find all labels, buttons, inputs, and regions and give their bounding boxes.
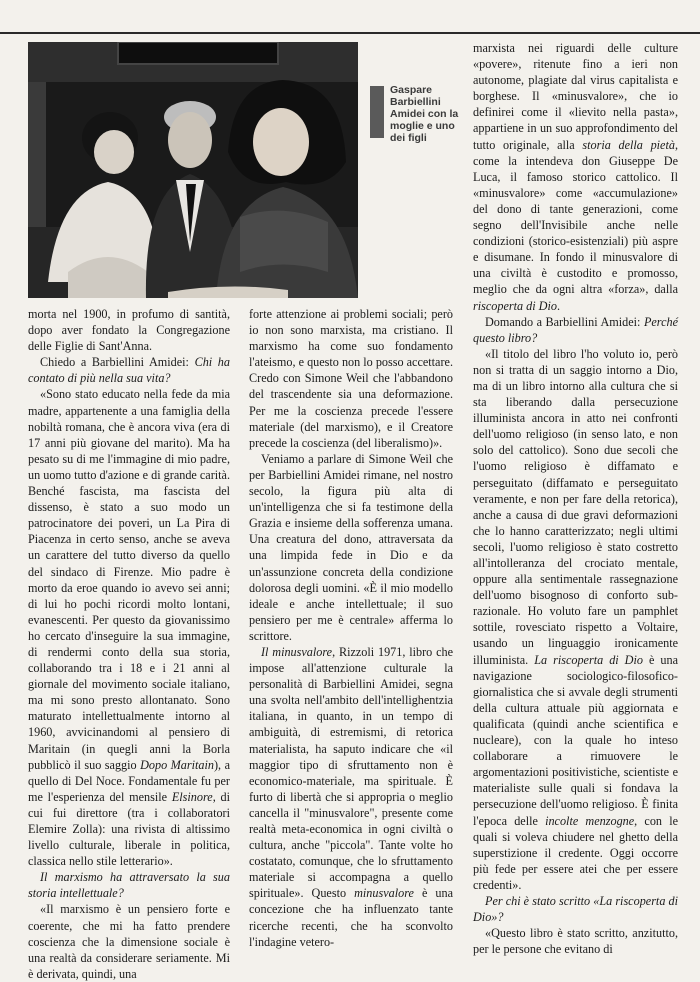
question: Il marxismo ha attraversato la sua storia intellettuale? [28,870,230,901]
family-photo-image [28,42,358,298]
paragraph: «Il titolo del libro l'ho voluto io, però non si tratta di un saggio intorno a Dio, ma di un libro intorno alla cultura che si sta liberando dalla persecuzione illuminista ancora in atto nei confronti dell'uomo religioso (in senso lato, e non solo del cattolico). Sono due secoli che l'uomo religioso è diffamato e perseguitato (diffamato e perseguitato veramente, e non per fare della retorica), anche a causa di due gravi deformazioni che lo hanno caratterizzato; negli ultimi secoli, l'uomo religioso è stato costretto all'intolleranza del crociato mentale, oppure alla sentimentale rassegnazione dell'uomo bisognoso di conforto sub-razionale. Ho voluto fare un pamphlet sottile, rovesciato rispetto a Voltaire, usando un linguaggio ironicamente illuminista. La riscoperta di Dio è una navigazione sociologico-filosofico-giornalistica che si avvale degli strumenti della cultura attuale più aggiornata e qualificata (quindi anche scientifica e nucleare), con la quale ho inteso collaborare a rimuovere le argomentazioni positivistiche, scientiste e materialiste sulle quali si fondava la persecuzione dell'uomo religioso. È finita l'epoca delle incolte menzogne, con le quali si voleva chiudere nel ghetto della superstizione il credente. Oggi occorre più fede per essere atei che per essere credenti». [473,346,678,892]
paragraph: «Questo libro è stato scritto, anzitutto, per le persone che evitano di [473,926,678,957]
paragraph: morta nel 1900, in profumo di santità, dopo aver fondato la Congregazione delle Figlie di Sant'Anna. [28,307,230,354]
paragraph: «Sono stato educato nella fede da mia madre, appartenente a una famiglia della nobiltà romana, che è ancora viva (era di 17 anni più giovane del marito). Ma ha pesato su di me l'immagine di mio padre, un uomo tutto d'azione e di grande carità. Benché fascista, ma fascista del dissenso, è stato a suo modo un patrocinatore dei poveri, un La Pira di Piacenza in certo senso, anche se aveva un carattere del tutto diverso da quello del sindaco di Firenze. Mio padre è morto da eroe quando io avevo sei anni; di lui ho pochi ricordi molto lontani, evanescenti. Per questo da giovanissimo ho cercato d'inseguire la sua immagine, di rendermi conto della sua storia, collaborando tra i 18 e i 21 anni al giornale del movimento sociale italiano, ma mi sono presto allontanato. Sono maturato intellettualmente intorno al 1960, avvicinandomi al pensiero di Maritain (in quegli anni la Borla pubblicò il suo saggio Dopo Maritain), a quello di Del Noce. Fondamentale fu per me l'esperienza del mensile Elsinore, di cui fui direttore (tra i collaboratori Elemire Zolla): una rivista di altissimo livello culturale, liberale in politica, classica nello stile letterario». [28,387,230,869]
family-photo [28,42,358,298]
paragraph: «Il marxismo è un pensiero forte e coerente, che mi ha fatto prendere coscienza che la dimensione sociale è una realtà da considerare seriamente. Mi è derivata, quindi, una [28,902,230,981]
photo-caption: Gaspare Barbiellini Amidei con la moglie e uno dei figli [390,84,459,144]
paragraph: forte attenzione ai problemi sociali; però io non sono marxista, ma cristiano. Il marxismo ha come suo fondamento l'ateismo, e questo non lo posso accettare. Credo con Simone Weil che l'abbandono del trascendente sia una deformazione. Per me la coscienza precede l'essere materiale (del marxismo), e il Creatore precede la coscienza (del liberalismo)». [249,307,453,450]
paragraph: marxista nei riguardi delle culture «povere», ritenute fino a ieri non autonome, plagiate dal virus capitalista e borghese. Il «minusvalore», che io definirei come il «lievito nella pasta», appartiene in un suo approfondimento del tutto originale, alla storia della pietà, come la intendeva don Giuseppe De Luca, il famoso storico cattolico. Il «minusvalore» come «accumulazione» del dono di tante generazioni, come segno dell'Invisibile anche nelle condizioni (storico-esistenziali) più aspre e disumane. In fondo il minusvalore di una civiltà è custodito e promosso, meglio che da ogni altra «forza», dalla riscoperta di Dio. [473,41,678,313]
caption-marker [370,86,384,138]
paragraph: Domando a Barbiellini Amidei: Perché questo libro? [473,314,678,345]
paragraph: Il minusvalore, Rizzoli 1971, libro che impose all'attenzione culturale la personalità di Barbiellini Amidei, segna una svolta nell'ambito dell'intellighentzia italiana, in quanto, in un tempo di ambiguità, di estremismi, di retorica materialista, ha saputo indicare che «il maggior tipo di sfruttamento non è economico-materiale, ma spirituale. È furto di libertà che si appropria o meglio cancella il "minusvalore", presente come realtà meta-economica in ogni civiltà o cultura, anche "piccola". Tante volte ho costatato, comunque, che lo sfruttamento materiale si accompagna a quello spirituale». Questo minusvalore è una concezione che ha influenzato tante ricerche recenti, che ha sconvolto l'indagine vetero- [249,644,453,949]
question: Per chi è stato scritto «La riscoperta di Dio»? [473,893,678,925]
text-column-3 [473,40,678,957]
text-column-2 [249,306,453,950]
paragraph: Veniamo a parlare di Simone Weil che per Barbiellini Amidei rimane, nel nostro secolo, la figura più alta di un'intelligenza che si fa testimone della Grazia e insieme della sofferenza umana. Una creatura del dono, attraversata da una limpida fede in Dio e da un'assunzione concreta della condizione dolorosa degli uomini. «È il mio modello ideale e anche intellettuale; il suo pensiero per me è centrale» afferma lo scrittore. [249,451,453,643]
top-rule [0,32,700,34]
paragraph: Chiedo a Barbiellini Amidei: Chi ha contato di più nella sua vita? [28,355,230,386]
text-column-1 [28,306,230,982]
question-italic: Chi ha contato di più nella sua vita? [28,355,230,386]
